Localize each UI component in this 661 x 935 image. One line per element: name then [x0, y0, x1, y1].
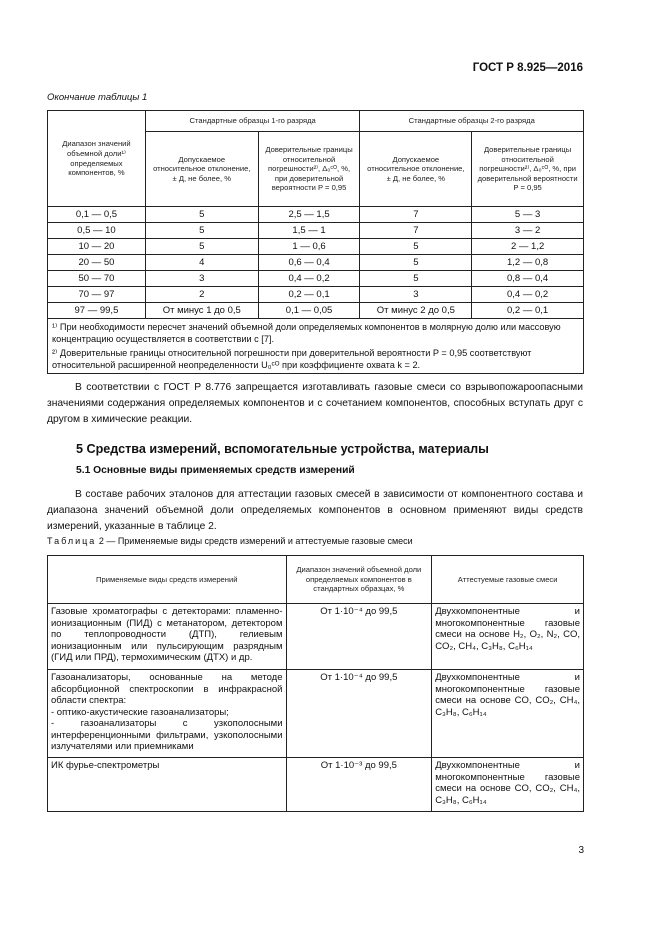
mixtures-cell: Двухкомпонентные и многокомпонентные газовые смеси на основе CO, CO₂, CH₄, C₃H₈, C₆H₁₄ — [432, 670, 584, 758]
table-footnotes — [48, 319, 584, 374]
paragraph-instruments — [47, 487, 583, 535]
footnote-2: ²⁾ Доверительные границы относительной погрешности при доверительной вероятности P = 0,95 соответствуют относительной расширенной неопределенности U₀ᶜᴼ при коэффициенте охвата k = 2. — [52, 348, 532, 370]
paragraph-2: В составе рабочих эталонов для аттестации газовых смесей в зависимости от компонентного состава и диапазона значений объемной доли определяемых компонентов в основном применяют виды средств измерений, указанные в таблице 2. — [47, 489, 583, 532]
table-row — [48, 758, 584, 812]
cell: 0,2 — 0,1 — [258, 287, 360, 303]
cell: 5 — [145, 223, 258, 239]
table-1 — [47, 110, 584, 374]
range-cell: От 1·10⁻⁴ до 99,5 — [286, 670, 432, 758]
mixtures-cell: Двухкомпонентные и многокомпонентные газовые смеси на основе H₂, O₂, N₂, CO, CO₂, CH₄, C₃H₈, C₆H₁₄ — [432, 604, 584, 670]
table-row — [48, 271, 584, 287]
document-code: ГОСТ Р 8.925—2016 — [472, 62, 583, 74]
cell: 5 — 3 — [472, 207, 584, 223]
cell: 1 — 0,6 — [258, 239, 360, 255]
cell: От минус 1 до 0,5 — [145, 303, 258, 319]
header-group-1: Стандартные образцы 1-го разряда — [145, 111, 360, 132]
cell: 0,4 — 0,2 — [258, 271, 360, 287]
cell: 0,2 — 0,1 — [472, 303, 584, 319]
section-5-1-heading: 5.1 Основные виды применяемых средств измерений — [76, 465, 355, 476]
cell: 50 — 70 — [48, 271, 146, 287]
cell: 4 — [145, 255, 258, 271]
range-cell: От 1·10⁻³ до 99,5 — [286, 758, 432, 812]
cell: 2 — 1,2 — [472, 239, 584, 255]
header-range: Диапазон значений объемной доли определяемых компонентов в стандартных образцах, % — [286, 556, 432, 604]
instrument-cell: Газоанализаторы, основанные на методе абсорбционной спектроскопии в инфракрасной области спектра: - оптико-акустические газоанализаторы; - газоанализаторы с узкополосными интерференционными фильтрами, узкополосными излучателями или приемниками — [48, 670, 287, 758]
cell: 7 — [360, 207, 472, 223]
cell: 10 — 20 — [48, 239, 146, 255]
caption-text: 2 — Применяемые виды средств измерений и аттестуемые газовые смеси — [98, 536, 413, 546]
header-confidence-1: Доверительные границы относительной погрешности²⁾, Δ₀ᶜᴼ, %, при доверительной вероятности P = 0,95 — [258, 132, 360, 207]
paragraph-explosion-hazard — [47, 380, 583, 428]
footnote-1: ¹⁾ При необходимости пересчет значений объемной доли определяемых компонентов в молярную долю или массовую концентрацию осуществляется в соответствии с [7]. — [52, 322, 561, 344]
cell: 0,4 — 0,2 — [472, 287, 584, 303]
table-row — [48, 207, 584, 223]
cell: 2,5 — 1,5 — [258, 207, 360, 223]
cell: 20 — 50 — [48, 255, 146, 271]
table-row — [48, 255, 584, 271]
cell: 70 — 97 — [48, 287, 146, 303]
table-row — [48, 223, 584, 239]
page-number: 3 — [578, 845, 584, 856]
cell: 0,6 — 0,4 — [258, 255, 360, 271]
table-row — [48, 287, 584, 303]
header-range: Диапазон значений объемной доли¹⁾ определяемых компонентов, % — [48, 111, 146, 207]
cell: 5 — [145, 239, 258, 255]
header-group-2: Стандартные образцы 2-го разряда — [360, 111, 584, 132]
cell: 0,5 — 10 — [48, 223, 146, 239]
cell: От минус 2 до 0,5 — [360, 303, 472, 319]
cell: 5 — [360, 255, 472, 271]
section-5-heading: 5 Средства измерений, вспомогательные устройства, материалы — [76, 442, 489, 456]
table-2-caption — [47, 536, 413, 546]
header-deviation-1: Допускаемое относительное отклонение, ± Д, не более, % — [145, 132, 258, 207]
cell: 5 — [360, 271, 472, 287]
header-mixtures: Аттестуемые газовые смеси — [432, 556, 584, 604]
header-confidence-2: Доверительные границы относительной погрешности²⁾, Δ₀ᶜᴼ, %, при доверительной вероятности P = 0,95 — [472, 132, 584, 207]
instrument-cell: Газовые хроматографы с детекторами: пламенно-ионизационным (ПИД) с метанатором, детектором по теплопроводности (ДТП), гелиевым ионизационным или пульсирующим разрядным (ГИД или ПРД), термохимическим (ДТХ) и др. — [48, 604, 287, 670]
table-row — [48, 239, 584, 255]
caption-prefix: Таблица — [47, 536, 97, 546]
header-deviation-2: Допускаемое относительное отклонение, ± Д, не более, % — [360, 132, 472, 207]
paragraph-1: В соответствии с ГОСТ Р 8.776 запрещается изготавливать газовые смеси со взрывопожароопасными значениями содержания определяемых компонентов и с сочетанием компонентов, способных вступать друг с другом в химические реакции. — [47, 382, 583, 425]
cell: 7 — [360, 223, 472, 239]
mixtures-cell: Двухкомпонентные и многокомпонентные газовые смеси на основе CO, CO₂, CH₄, C₃H₈, C₆H₁₄ — [432, 758, 584, 812]
cell: 5 — [360, 239, 472, 255]
table-row — [48, 670, 584, 758]
table-row — [48, 604, 584, 670]
cell: 3 — [360, 287, 472, 303]
cell: 97 — 99,5 — [48, 303, 146, 319]
cell: 0,8 — 0,4 — [472, 271, 584, 287]
cell: 0,1 — 0,05 — [258, 303, 360, 319]
cell: 3 — [145, 271, 258, 287]
cell: 1,5 — 1 — [258, 223, 360, 239]
cell: 0,1 — 0,5 — [48, 207, 146, 223]
cell: 3 — 2 — [472, 223, 584, 239]
range-cell: От 1·10⁻⁴ до 99,5 — [286, 604, 432, 670]
cell: 2 — [145, 287, 258, 303]
header-instruments: Применяемые виды средств измерений — [48, 556, 287, 604]
instrument-cell: ИК фурье-спектрометры — [48, 758, 287, 812]
table-row — [48, 303, 584, 319]
cell: 1,2 — 0,8 — [472, 255, 584, 271]
table-2 — [47, 555, 584, 812]
table-continuation-label: Окончание таблицы 1 — [47, 92, 148, 103]
cell: 5 — [145, 207, 258, 223]
